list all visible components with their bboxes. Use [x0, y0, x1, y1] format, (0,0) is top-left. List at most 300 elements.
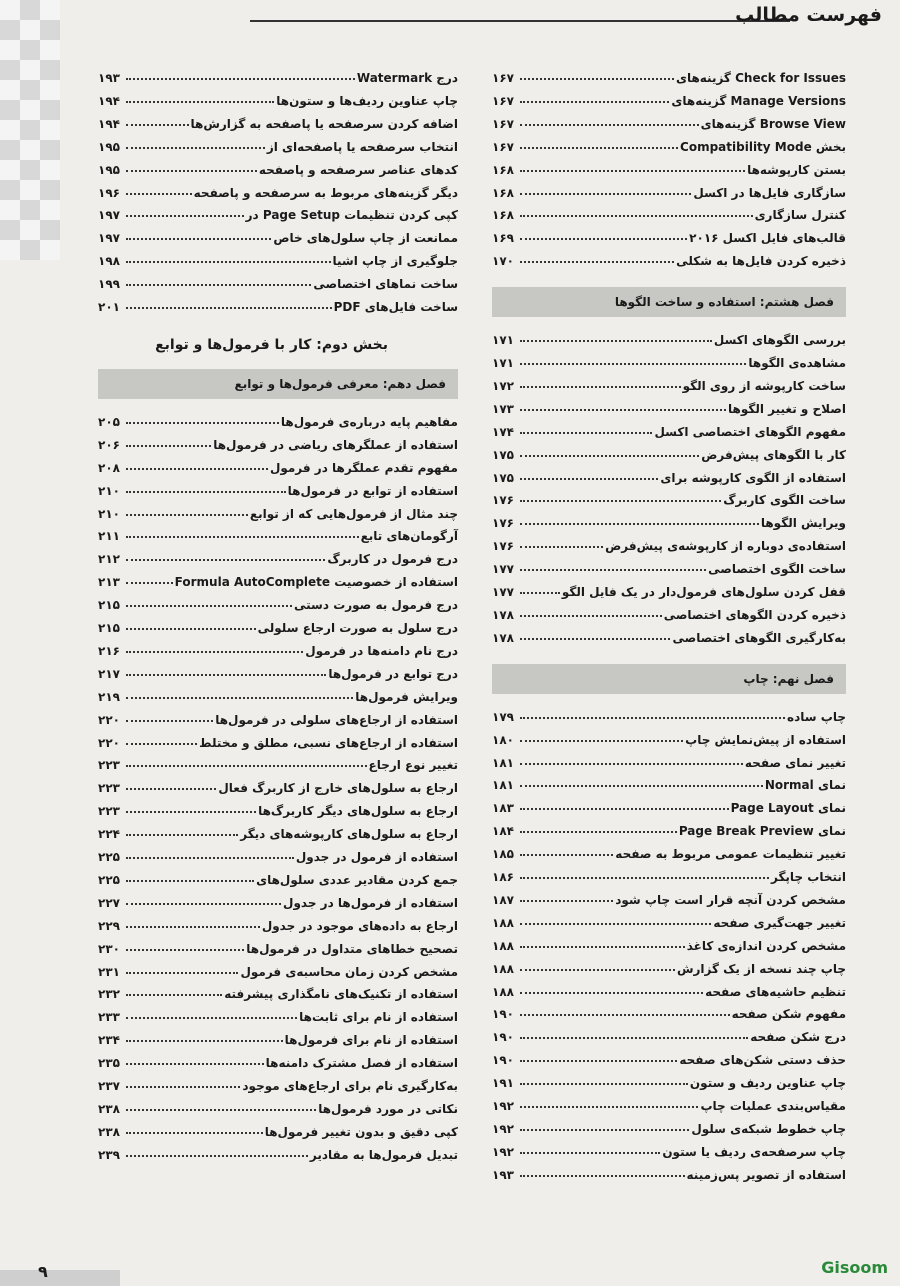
toc-entry: [98, 292, 458, 314]
toc-entry-page: ۲۱۶: [98, 643, 120, 658]
toc-entry: [492, 1045, 846, 1067]
toc-entry-page: ۱۹۴: [98, 93, 120, 108]
toc-entry: [492, 223, 846, 245]
dot-leader: [520, 615, 662, 617]
toc-entry-page: ۱۷۱: [492, 333, 514, 348]
toc-entry-title: Browse View گزینه‌های: [700, 116, 846, 131]
toc-entry: [98, 773, 458, 795]
dot-leader: [520, 340, 712, 342]
chapter-heading: فصل نهم: چاپ: [492, 664, 846, 694]
dot-leader: [520, 546, 603, 548]
toc-entry-page: ۲۳۸: [98, 1101, 120, 1116]
toc-entry-page: ۱۹۰: [492, 1030, 514, 1045]
toc-entry: [492, 178, 846, 200]
dot-leader: [126, 170, 257, 172]
toc-entry-page: ۱۹۸: [98, 254, 120, 269]
toc-entry-page: ۱۸۸: [492, 984, 514, 999]
toc-entry-page: ۱۷۳: [492, 401, 514, 416]
toc-entry-title: ذخیره کردن فایل‌ها به شکلی: [676, 254, 846, 269]
toc-entry: [98, 63, 458, 85]
toc-entry-page: ۲۱۷: [98, 666, 120, 681]
toc-entry: [492, 1114, 846, 1136]
toc-entry-title: چاپ عناوین ردیف و ستون: [689, 1076, 846, 1091]
toc-entry-title: بخش Compatibility Mode: [680, 139, 846, 154]
toc-entry-title: تبدیل فرمول‌ها به مقادیر: [309, 1147, 458, 1162]
dot-leader: [126, 972, 238, 974]
toc-entry: [492, 86, 846, 108]
toc-entry: [492, 577, 846, 599]
toc-entry: [98, 705, 458, 727]
toc-entry: [492, 702, 846, 724]
toc-entry-title: تغییر نمای صفحه: [744, 755, 846, 770]
toc-entry-page: ۱۸۸: [492, 915, 514, 930]
toc-entry-title: درج Watermark: [356, 71, 458, 85]
toc-entry: [98, 934, 458, 956]
toc-entry-page: ۲۲۳: [98, 781, 120, 796]
dot-leader: [520, 1037, 748, 1039]
dot-leader: [520, 478, 658, 480]
toc-entry: [492, 862, 846, 884]
toc-entry-title: کار با الگوهای پیش‌فرض: [701, 447, 846, 462]
toc-entry: [98, 796, 458, 818]
toc-entry-page: ۱۸۴: [492, 824, 514, 839]
toc-entry: [492, 1022, 846, 1044]
dot-leader: [126, 765, 367, 767]
toc-entry-page: ۱۶۸: [492, 185, 514, 200]
toc-entry-title: مفهوم تقدم عملگرها در فرمول: [269, 460, 458, 475]
toc-entry-page: ۲۰۶: [98, 437, 120, 452]
header-rule: [250, 20, 790, 22]
toc-entry-page: ۱۷۶: [492, 493, 514, 508]
toc-entry: [98, 223, 458, 245]
dot-leader: [126, 605, 292, 607]
toc-entry-title: مشخص کردن آنچه قرار است چاپ شود: [615, 892, 846, 907]
toc-entry-title: بررسی الگوهای اکسل: [713, 333, 846, 348]
toc-entry-page: ۲۳۴: [98, 1033, 120, 1048]
toc-entry-title: ارجاع به سلول‌های دیگر کاربرگ‌ها: [258, 804, 458, 819]
dot-leader: [126, 903, 281, 905]
toc-entry-title: درج نام دامنه‌ها در فرمول: [305, 643, 458, 658]
dot-leader: [520, 523, 759, 525]
toc-entry-title: حذف دستی شکن‌های صفحه: [679, 1053, 846, 1068]
toc-entry-page: ۱۶۷: [492, 93, 514, 108]
dot-leader: [520, 238, 687, 240]
toc-entry-title: ممانعت از چاپ سلول‌های خاص: [273, 231, 458, 246]
toc-entry-page: ۲۲۳: [98, 804, 120, 819]
toc-entry-title: ارجاع به سلول‌های خارج از کاربرگ فعال: [218, 781, 458, 796]
toc-entry: [98, 911, 458, 933]
toc-entry: [492, 531, 846, 553]
toc-entry-title: چاپ عناوین ردیف‌ها و ستون‌ها: [276, 93, 458, 108]
toc-entry-page: ۱۷۴: [492, 424, 514, 439]
toc-entry-title: استفاده‌ی دوباره از کارپوشه‌ی پیش‌فرض: [605, 539, 846, 554]
toc-entry: [492, 839, 846, 861]
dot-leader: [520, 763, 743, 765]
toc-entry-title: مفاهیم پایه درباره‌ی فرمول‌ها: [280, 414, 458, 429]
toc-entry-title: درج سلول به صورت ارجاع سلولی: [257, 621, 458, 635]
toc-entry-title: چاپ سرصفحه‌ی ردیف یا ستون: [662, 1144, 846, 1159]
dot-leader: [126, 628, 256, 630]
toc-entry: [492, 348, 846, 370]
dot-leader: [520, 215, 753, 217]
toc-entry: [492, 463, 846, 485]
toc-entry: [98, 453, 458, 475]
toc-entry-title: ساخت الگوی اختصاصی: [708, 562, 846, 577]
toc-entry-title: تنظیم حاشیه‌های صفحه: [705, 984, 846, 999]
toc-entry: [492, 63, 846, 85]
toc-entry-title: چاپ چند نسخه از یک گزارش: [676, 961, 846, 976]
toc-entry: [492, 132, 846, 154]
toc-entry: [98, 613, 458, 635]
toc-entry: [492, 748, 846, 770]
toc-entry-page: ۲۳۸: [98, 1124, 120, 1139]
toc-entry: [492, 816, 846, 838]
toc-entry-title: نمای Page Layout: [730, 801, 846, 816]
toc-entry-page: ۱۹۴: [98, 116, 120, 131]
toc-entry: [492, 885, 846, 907]
dot-leader: [520, 717, 785, 719]
toc-entry-page: ۱۶۷: [492, 71, 514, 85]
toc-entry-page: ۱۷۶: [492, 539, 514, 554]
toc-entry: [492, 977, 846, 999]
dot-leader: [520, 124, 699, 126]
dot-leader: [520, 854, 613, 856]
toc-entry-page: ۱۹۷: [98, 208, 120, 223]
page-number: ۹: [38, 1262, 48, 1281]
toc-entry: [492, 394, 846, 416]
dot-leader: [126, 559, 325, 561]
toc-entry-page: ۱۸۸: [492, 938, 514, 953]
toc-entry: [98, 544, 458, 566]
toc-entry-title: اضافه کردن سرصفحه یا پاصفحه به گزارش‌ها: [190, 116, 458, 131]
toc-entry-page: ۱۹۹: [98, 277, 120, 292]
toc-entry-page: ۲۳۷: [98, 1079, 120, 1093]
toc-entry: [98, 1048, 458, 1070]
dot-leader: [520, 946, 685, 948]
toc-entry-page: ۱۷۲: [492, 378, 514, 393]
toc-entry-title: قفل کردن سلول‌های فرمول‌دار در یک فایل الگو: [561, 585, 846, 599]
toc-entry-title: مفهوم شکن صفحه: [731, 1007, 846, 1022]
dot-leader: [126, 147, 265, 149]
dot-leader: [126, 261, 331, 263]
toc-entry-title: استفاده از نام برای فرمول‌ها: [284, 1033, 458, 1048]
toc-entry-title: استفاده از تکنیک‌های نامگذاری پیشرفته: [224, 987, 458, 1002]
dot-leader: [126, 1132, 263, 1134]
dot-leader: [520, 147, 678, 149]
toc-entry: [98, 682, 458, 704]
dot-leader: [520, 432, 652, 434]
toc-entry-title: مشخص کردن اندازه‌ی کاغذ: [686, 938, 846, 953]
toc-entry: [492, 725, 846, 747]
dot-leader: [126, 445, 211, 447]
toc-entry-page: ۲۱۲: [98, 552, 120, 567]
toc-entry-page: ۱۹۲: [492, 1144, 514, 1159]
dot-leader: [126, 811, 256, 813]
toc-entry-page: ۲۱۱: [98, 529, 120, 544]
toc-entry-title: استفاده از الگوی کارپوشه برای: [660, 470, 846, 485]
toc-entry-title: استفاده از توابع در فرمول‌ها: [287, 483, 458, 498]
toc-entry-title: استفاده از ارجاع‌های نسبی، مطلق و مختلط: [199, 735, 458, 750]
toc-entry-page: ۲۳۳: [98, 1010, 120, 1025]
toc-entry-page: ۱۸۱: [492, 755, 514, 770]
toc-entry-page: ۱۷۵: [492, 470, 514, 485]
toc-entry-page: ۲۲۳: [98, 758, 120, 773]
toc-entry-page: ۱۷۶: [492, 516, 514, 531]
toc-entry-title: قالب‌های فایل اکسل ۲۰۱۶: [689, 231, 846, 246]
toc-entry-title: مشخص کردن زمان محاسبه‌ی فرمول: [240, 964, 458, 979]
toc-entry-title: استفاده از نام برای ثابت‌ها: [299, 1010, 458, 1025]
toc-entry: [492, 485, 846, 507]
toc-entry: [98, 865, 458, 887]
dot-leader: [520, 992, 703, 994]
toc-entry-page: ۱۹۵: [98, 139, 120, 154]
toc-entry: [98, 979, 458, 1001]
dot-leader: [126, 193, 192, 195]
dot-leader: [520, 363, 746, 365]
page-title: فهرست مطالب: [735, 4, 882, 26]
toc-entry-page: ۱۸۵: [492, 847, 514, 862]
toc-entry-page: ۲۱۰: [98, 506, 120, 521]
dot-leader: [520, 877, 769, 879]
toc-entry-title: به‌کارگیری الگوهای اختصاصی: [672, 630, 846, 645]
dot-leader: [520, 386, 681, 388]
dot-leader: [126, 215, 244, 217]
dot-leader: [520, 193, 691, 195]
toc-entry-page: ۱۸۶: [492, 870, 514, 884]
toc-entry-title: Manage Versions گزینه‌های: [671, 93, 846, 108]
dot-leader: [126, 720, 213, 722]
toc-entry-page: ۱۶۸: [492, 208, 514, 223]
brand-logo: Gisoom: [821, 1258, 888, 1277]
toc-entry-title: آرگومان‌های تابع: [360, 529, 458, 544]
toc-entry: [492, 600, 846, 622]
toc-entry-page: ۱۷۹: [492, 709, 514, 724]
dot-leader: [126, 674, 326, 676]
toc-entry-title: نمای Page Break Preview: [678, 824, 846, 839]
toc-entry-title: ساخت فایل‌های PDF: [333, 300, 458, 314]
toc-entry: [492, 371, 846, 393]
toc-entry: [492, 417, 846, 439]
dot-leader: [520, 1014, 730, 1016]
toc-entry-title: استفاده از فصل مشترک دامنه‌ها: [265, 1056, 458, 1071]
dot-leader: [126, 1155, 308, 1157]
toc-entry: [492, 325, 846, 347]
toc-entry-page: ۱۸۰: [492, 732, 514, 747]
toc-entry-title: دیگر گزینه‌های مربوط به سرصفحه و پاصفحه: [193, 185, 458, 200]
dot-leader: [126, 514, 248, 516]
dot-leader: [520, 1175, 685, 1177]
toc-entry-page: ۱۷۸: [492, 630, 514, 645]
toc-entry-page: ۱۹۶: [98, 185, 120, 200]
toc-entry: [98, 1140, 458, 1162]
toc-entry-title: استفاده از تصویر پس‌زمینه: [686, 1167, 846, 1182]
toc-entry-page: ۱۹۵: [98, 162, 120, 177]
dot-leader: [520, 78, 674, 80]
toc-entry: [98, 659, 458, 681]
toc-entry-page: ۲۳۰: [98, 941, 120, 956]
dot-leader: [520, 638, 670, 640]
toc-entry: [492, 931, 846, 953]
toc-entry-page: ۲۲۷: [98, 895, 120, 910]
toc-entry-page: ۲۱۳: [98, 575, 120, 590]
toc-entry: [492, 440, 846, 462]
toc-entry-page: ۱۶۷: [492, 139, 514, 154]
footer-bar: [0, 1270, 120, 1286]
toc-entry: [492, 246, 846, 268]
toc-entry-title: استفاده از ارجاع‌های سلولی در فرمول‌ها: [215, 712, 458, 727]
toc-entry-page: ۱۹۰: [492, 1007, 514, 1022]
toc-entry: [98, 842, 458, 864]
toc-entry-title: انتخاب سرصفحه یا پاصفحه‌ای از: [266, 139, 458, 154]
dot-leader: [126, 651, 303, 653]
dot-leader: [126, 1017, 297, 1019]
dot-leader: [126, 1040, 283, 1042]
dot-leader: [520, 923, 711, 925]
toc-entry-title: درج فرمول در کاربرگ: [327, 552, 458, 567]
toc-entry: [98, 476, 458, 498]
toc-entry-page: ۱۹۲: [492, 1121, 514, 1136]
toc-entry-title: چند مثال از فرمول‌هایی که از توابع: [249, 506, 458, 521]
toc-entry: [98, 1117, 458, 1139]
toc-entry-title: ویرایش الگوها: [760, 516, 846, 531]
toc-entry-page: ۲۲۰: [98, 735, 120, 750]
toc-entry: [492, 908, 846, 930]
toc-entry-title: نکاتی در مورد فرمول‌ها: [318, 1101, 458, 1116]
dot-leader: [520, 969, 675, 971]
dot-leader: [520, 1106, 698, 1108]
toc-entry-title: انتخاب چاپگر: [770, 870, 846, 884]
toc-entry-page: ۲۲۴: [98, 827, 120, 842]
toc-entry-title: ساخت کارپوشه از روی الگو: [682, 378, 846, 393]
toc-entry-page: ۱۷۵: [492, 447, 514, 462]
toc-entry-page: ۱۸۷: [492, 892, 514, 907]
toc-entry: [98, 636, 458, 658]
toc-entry-title: Check for Issues گزینه‌های: [675, 71, 846, 85]
dot-leader: [126, 994, 222, 996]
toc-entry: [98, 1071, 458, 1093]
toc-entry-title: ساخت نماهای اختصاصی: [313, 277, 458, 292]
toc-entry-page: ۱۹۳: [98, 71, 120, 85]
toc-entry-page: ۲۲۰: [98, 712, 120, 727]
toc-entry-page: ۲۳۲: [98, 987, 120, 1002]
dot-leader: [126, 880, 254, 882]
dot-leader: [126, 124, 189, 126]
toc-entry: [98, 728, 458, 750]
toc-entry-title: استفاده از فرمول‌ها در جدول: [283, 895, 458, 910]
toc-entry: [98, 1025, 458, 1047]
toc-entry-page: ۱۶۹: [492, 231, 514, 246]
section-heading: بخش دوم: کار با فرمول‌ها و توابع: [155, 336, 388, 353]
checker-decoration: [0, 0, 60, 260]
dot-leader: [126, 1063, 264, 1065]
toc-entry: [98, 132, 458, 154]
toc-entry-page: ۱۷۷: [492, 585, 514, 599]
toc-entry-title: درج فرمول به صورت دستی: [294, 598, 458, 613]
toc-entry-title: درج توابع در فرمول‌ها: [328, 666, 458, 681]
toc-entry-page: ۱۷۷: [492, 562, 514, 577]
chapter-heading: فصل دهم: معرفی فرمول‌ها و توابع: [98, 369, 458, 399]
toc-entry: [492, 999, 846, 1021]
toc-entry-title: استفاده از پیش‌نمایش چاپ: [685, 732, 846, 747]
toc-entry: [98, 407, 458, 429]
toc-entry-title: مشاهده‌ی الگوها: [748, 356, 846, 370]
toc-entry: [492, 1137, 846, 1159]
toc-entry-title: استفاده از خصوصیت Formula AutoComplete: [174, 575, 458, 590]
dot-leader: [126, 307, 332, 309]
toc-entry: [492, 623, 846, 645]
toc-entry-page: ۲۲۵: [98, 850, 120, 864]
toc-entry: [492, 554, 846, 576]
toc-entry-page: ۱۸۱: [492, 778, 514, 793]
toc-entry: [98, 178, 458, 200]
toc-entry-title: تغییر تنظیمات عمومی مربوط به صفحه: [615, 847, 846, 862]
dot-leader: [126, 536, 359, 538]
dot-leader: [520, 740, 683, 742]
dot-leader: [126, 468, 268, 470]
dot-leader: [520, 1129, 689, 1131]
toc-entry: [98, 246, 458, 268]
toc-entry: [98, 499, 458, 521]
toc-entry: [492, 954, 846, 976]
toc-entry-title: بستن کارپوشه‌ها: [747, 162, 846, 177]
dot-leader: [520, 170, 745, 172]
toc-entry: [98, 86, 458, 108]
dot-leader: [126, 834, 238, 836]
toc-entry: [98, 590, 458, 612]
toc-entry: [492, 155, 846, 177]
toc-entry: [492, 508, 846, 530]
toc-entry-title: ذخیره کردن الگوهای اختصاصی: [663, 607, 846, 622]
toc-entry-page: ۲۱۰: [98, 483, 120, 498]
toc-entry: [492, 770, 846, 792]
dot-leader: [126, 491, 286, 493]
dot-leader: [520, 455, 699, 457]
toc-entry-title: جمع کردن مقادیر عددی سلول‌های: [256, 872, 458, 887]
toc-entry: [492, 793, 846, 815]
toc-entry-page: ۱۷۸: [492, 607, 514, 622]
dot-leader: [126, 238, 271, 240]
toc-entry-page: ۱۹۱: [492, 1076, 514, 1091]
toc-entry-title: مفهوم الگوهای اختصاصی اکسل: [654, 424, 846, 439]
toc-entry-title: ارجاع به داده‌های موجود در جدول: [261, 918, 458, 933]
toc-entry-title: استفاده از عملگرهای ریاضی در فرمول‌ها: [213, 437, 458, 452]
toc-entry: [98, 819, 458, 841]
toc-entry: [98, 155, 458, 177]
toc-entry-page: ۲۰۵: [98, 414, 120, 429]
toc-entry-title: کپی دقیق و بدون تغییر فرمول‌ها: [264, 1124, 458, 1139]
toc-entry-title: درج شکن صفحه: [750, 1030, 846, 1045]
dot-leader: [126, 743, 197, 745]
dot-leader: [126, 1086, 240, 1088]
toc-entry-title: ویرایش فرمول‌ها: [355, 689, 458, 704]
dot-leader: [520, 569, 706, 571]
toc-entry-title: مقیاس‌بندی عملیات چاپ: [700, 1099, 846, 1113]
toc-entry-title: استفاده از فرمول در جدول: [295, 850, 458, 864]
dot-leader: [126, 101, 274, 103]
toc-entry-title: جلوگیری از چاپ اشیا: [332, 254, 458, 269]
toc-entry-page: ۲۳۹: [98, 1147, 120, 1162]
dot-leader: [520, 808, 729, 810]
dot-leader: [520, 1152, 660, 1154]
toc-entry-title: چاپ خطوط شبکه‌ی سلول: [691, 1121, 846, 1136]
dot-leader: [520, 261, 674, 263]
toc-entry-title: تصحیح خطاهای متداول در فرمول‌ها: [246, 941, 458, 956]
toc-entry-page: ۱۹۰: [492, 1053, 514, 1068]
toc-entry-page: ۱۶۷: [492, 116, 514, 131]
toc-entry-title: ارجاع به سلول‌های کارپوشه‌های دیگر: [240, 827, 458, 842]
toc-entry-page: ۱۶۸: [492, 162, 514, 177]
toc-entry: [98, 109, 458, 131]
